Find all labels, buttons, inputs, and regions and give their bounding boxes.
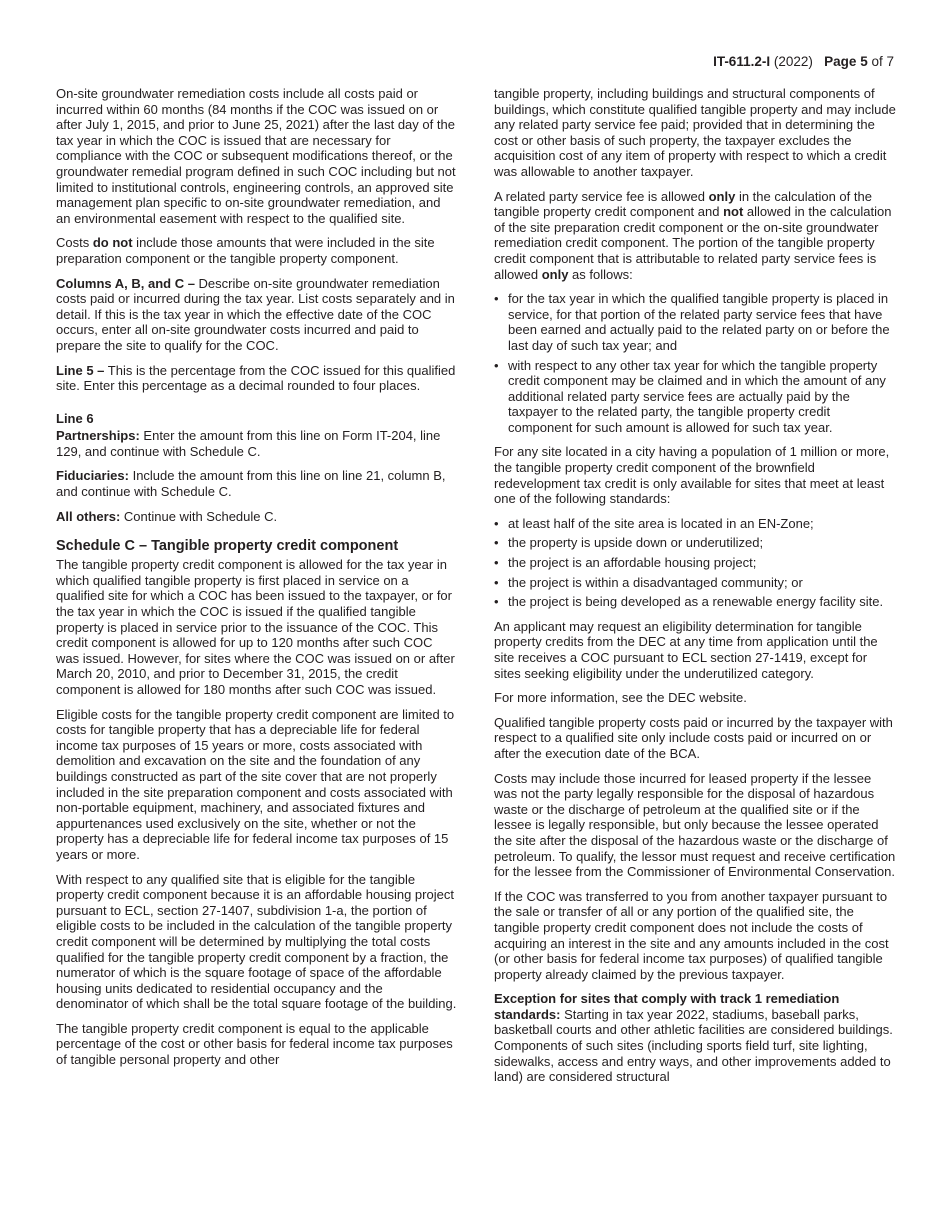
paragraph-tangible-continued: tangible property, including buildings and structural components of buildings, which constitute qualified tangible property and may include any related party service fee paid; provided that in determining the cost or other basis of such property, the taxpayer excludes the acquisition cost of any item of property with respect to which a credit was allowable to another taxpayer. (494, 86, 896, 179)
paragraph-related-party-fee: A related party service fee is allowed only in the calculation of the tangible property credit component and not allowed in the calculation of the site preparation credit component or the on-site groundwater remediation credit component. The portion of the tangible property credit component that is attributable to related party service fees is allowed only as follows: (494, 188, 892, 282)
page-total: of 7 (871, 54, 894, 69)
paragraph-qualified-costs: Qualified tangible property costs paid or incurred by the taxpayer with respect to a qualified site only include costs paid or incurred on or after the execution date of the BCA. (494, 714, 893, 761)
bullet-icon: • (494, 291, 499, 307)
paragraph-eligible-costs: Eligible costs for the tangible property credit component are limited to costs for tangible property that has a depreciable life for federal income tax purposes of 15 years or more, costs associated with demolition and excavation on the site and the foundation of any buildings constructed as part of the site cover that are not properly included in the site preparation component and costs associated with non-portable equipment, machinery, and associated fixtures and appurtenances used exclusively on the site, whether or not the property has a depreciable life for federal income tax purposes of 15 years or more. (56, 706, 455, 862)
schedule-c-heading: Schedule C – Tangible property credit component (56, 538, 399, 555)
page-number: Page 5 (824, 54, 868, 69)
paragraph-track-1-exception: Exception for sites that comply with track 1 remediation standards: Starting in tax year 2022, stadiums, baseball parks, basketball courts and other athletic facilities are considered buildings. Components of such sites (including sports field turf, site lighting, sidewalks, access and entry ways, and other improvements added to land) are considered structural (494, 991, 893, 1085)
paragraph-groundwater-costs: On-site groundwater remediation costs include all costs paid or incurred within 60 months (84 months if the COC was issued on or after July 1, 2015, and prior to June 25, 2021) after the last day of the tax year in which the COC is issued that are necessary for compliance with the COC or subsequent modifications thereof, or the groundwater remedial program defined in such COC including but not limited to institutional controls, engineering controls, an approved site management plan specific to on-site groundwater remediation, and an environmental easement with respect to the qualified site. (56, 86, 456, 226)
standards-list (494, 516, 896, 610)
paragraph-tangible-allowed: The tangible property credit component is allowed for the tax year in which qualified tangible property is first placed in service on a qualified site for which a COC has been issued to the taxpayer, or for the tax year in which the COC is issued if the qualified tangible property is placed in service prior to the issuance of the COC. This credit component is allowed for up to 120 months after such COC was issued. However, for sites where the COC was issued on or after March 20, 2010, and prior to December 31, 2015, the credit component is allowed for 180 months after such COC was issued. (56, 557, 455, 697)
paragraph-partnerships: Partnerships: Enter the amount from this line on Form IT-204, line 129, and continue with Schedule C. (56, 428, 441, 459)
bullet-icon: • (494, 594, 499, 610)
right-column (494, 86, 896, 1094)
form-year: (2022) (773, 54, 813, 69)
related-party-list (494, 291, 896, 435)
paragraph-costs-exclusion: Costs do not include those amounts that were included in the site preparation component or the tangible property component. (56, 235, 435, 266)
bullet-icon: • (494, 555, 499, 571)
paragraph-credit-equal: The tangible property credit component is equal to the applicable percentage of the cost or other basis for federal income tax purposes of tangible personal property and other (56, 1020, 453, 1068)
bullet-icon: • (494, 357, 499, 373)
paragraph-columns-abc: Columns A, B, and C – Describe on-site groundwater remediation costs paid or incurred during the tax year. List costs separately and in detail. If this is the tax year in which the effective date of the COC occurs, enter all on-site groundwater costs incurred and paid to prepare the site to qualify for the COC. (56, 275, 455, 353)
list-item: • the property is upside down or underutilized; (494, 535, 764, 551)
paragraph-city-population: For any site located in a city having a population of 1 million or more, the tangible property credit component of the brownfield redevelopment tax credit is only available for sites that meet at least one of the following standards: (494, 444, 890, 507)
paragraph-eligibility-determination: An applicant may request an eligibility determination for tangible property credits from the DEC at any time from application until the site receives a COC pursuant to ECL section 27-1419, except for sites seeking eligibility under the underutilized category. (494, 618, 878, 681)
list-item: • the project is within a disadvantaged community; or (494, 574, 803, 590)
bullet-icon: • (494, 535, 499, 551)
list-item: • the project is being developed as a renewable energy facility site. (494, 594, 884, 610)
left-column (56, 86, 458, 1077)
paragraph-affordable-housing: With respect to any qualified site that is eligible for the tangible property credit component because it is an affordable housing project pursuant to ECL, section 27-1407, subdivision 1-a, the portion of eligible costs to be included in the calculation of the tangible property credit component will be determined by multiplying the total costs qualified for the tangible property credit component by a fraction, the numerator of which is the square footage of space of the affordable housing units dedicated to residential occupancy and the denominator of which shall be the total square footage of the building. (56, 871, 457, 1012)
paragraph-coc-transferred: If the COC was transferred to you from another taxpayer pursuant to the sale or transfer of all or any portion of the qualified site, the tangible property credit component does not include the costs of acquiring an interest in the site and any amounts included in the cost (or other basis for federal income tax purposes) of qualified tangible property already claimed by the previous taxpayer. (494, 888, 889, 982)
page-header (713, 54, 894, 70)
list-item: • the project is an affordable housing project; (494, 555, 757, 571)
paragraph-fiduciaries: Fiduciaries: Include the amount from this line on line 21, column B, and continue with Schedule C. (56, 468, 446, 500)
bullet-icon: • (494, 515, 499, 531)
paragraph-line-5: Line 5 – This is the percentage from the COC issued for this qualified site. Enter this percentage as a decimal rounded to four places. (56, 362, 456, 394)
paragraph-leased-property: Costs may include those incurred for leased property if the lessee was not the party legally responsible for the disposal of hazardous waste or the discharge of petroleum at the qualified site or if the lessee is legally responsible, but only because the lessee operated the site after the disposal of the hazardous waste or the discharge of petroleum. To qualify, the lessor must request and receive certification for the lessee from the Commissioner of Environmental Conservation. (494, 770, 896, 880)
paragraph-all-others: All others: Continue with Schedule C. (56, 508, 278, 524)
list-item: • for the tax year in which the qualified tangible property is placed in service, for that portion of the related party service fees that have been earned and actually paid to the related party on or before the last day of such tax year; and (494, 291, 890, 353)
line-6-heading: Line 6 (56, 410, 94, 426)
list-item: • at least half of the site area is located in an EN-Zone; (494, 515, 814, 531)
bullet-icon: • (494, 574, 499, 590)
paragraph-dec-website: For more information, see the DEC website. (494, 690, 747, 706)
form-id: IT-611.2-I (713, 54, 771, 69)
list-item: • with respect to any other tax year for which the tangible property credit component may be claimed and in which the amount of any additional related party service fees are actually paid by the taxpayer to the related party, the tangible property credit component for such amount is allowed for such tax year. (494, 357, 886, 435)
